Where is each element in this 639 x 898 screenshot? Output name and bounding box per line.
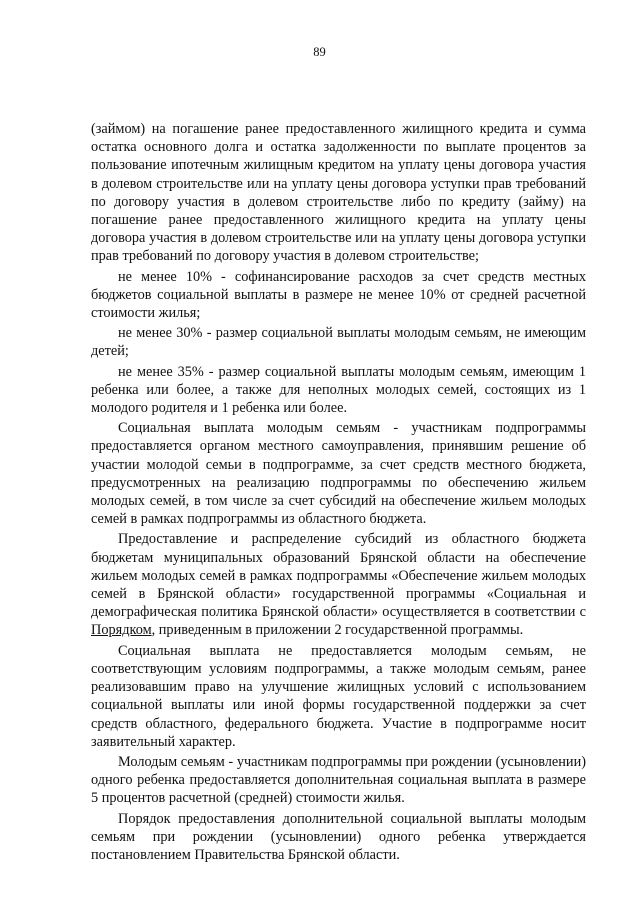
paragraph-subsidy-distribution [91, 530, 586, 639]
page-number: 89 [313, 45, 326, 59]
paragraph-not-provided: Социальная выплата не предоставляется молодым семьям, не соответствующим условиям подпрограммы, а также молодым семьям, ранее реализовавшим право на улучшение жилищных условий с использованием социальной выплаты или иной формы государственной поддержки за счет средств областного, федерального бюджета. Участие в подпрограмме носит заявительный характер. [91, 642, 586, 750]
document-body [91, 120, 586, 864]
paragraph-cofinancing-10: не менее 10% - софинансирование расходов за счет средств местных бюджетов социальной выплаты в размере не менее 10% от средней расчетной стоимости жилья; [91, 268, 586, 322]
paragraph-additional-payment: Молодым семьям - участникам подпрограммы при рождении (усыновлении) одного ребенка предоставляется дополнительная социальная выплата в размере 5 процентов расчетной (средней) стоимости жилья. [91, 753, 586, 807]
paragraph-payment-35: не менее 35% - размер социальной выплаты молодым семьям, имеющим 1 ребенка или более, а также для неполных молодых семей, состоящих из 1 молодого родителя и 1 ребенка или более. [91, 363, 586, 417]
paragraph-subsidy-text-before: Предоставление и распределение субсидий из областного бюджета бюджетам муниципальных образований Брянской области на обеспечение жильем молодых семей в рамках подпрограммы «Обеспечение жильем молодых семей в Брянской области» государственной программы «Социальная и демографическая политика Брянской области» осуществляется в соответствии с [91, 531, 586, 621]
poryadok-link[interactable]: Порядком [91, 622, 152, 639]
paragraph-local-authority: Социальная выплата молодым семьям - участникам подпрограммы предоставляется органом местного самоуправления, принявшим решение об участии молодой семьи в подпрограмме, за счет средств местного бюджета, предусмотренных на реализацию подпрограммы по обеспечению жильем молодых семей, в том числе за счет субсидий на обеспечение жильем молодых семей в рамках подпрограммы из областного бюджета. [91, 420, 586, 528]
paragraph-procedure-approval: Порядок предоставления дополнительной социальной выплаты молодым семьям при рождении (усыновлении) одного ребенка утверждается постановлением Правительства Брянской области. [91, 810, 586, 863]
paragraph-subsidy-text-after: , приведенным в приложении 2 государственной программы. [151, 622, 524, 639]
paragraph-payment-30: не менее 30% - размер социальной выплаты молодым семьям, не имеющим детей; [91, 325, 586, 360]
paragraph-loan-continuation: (займом) на погашение ранее предоставленного жилищного кредита и сумма остатка основного долга и остатка задолженности по выплате процентов за пользование ипотечным жилищным кредитом на уплату цены договора участия в долевом строительстве или на уплату цены договора уступки прав требований по договору участия в долевом строительстве либо по кредиту (займу) на погашение ранее предоставленного жилищного кредита на уплату цены договора участия в долевом строительстве или на уплату цены договора уступки прав требований по договору участия в долевом строительстве; [91, 121, 586, 265]
